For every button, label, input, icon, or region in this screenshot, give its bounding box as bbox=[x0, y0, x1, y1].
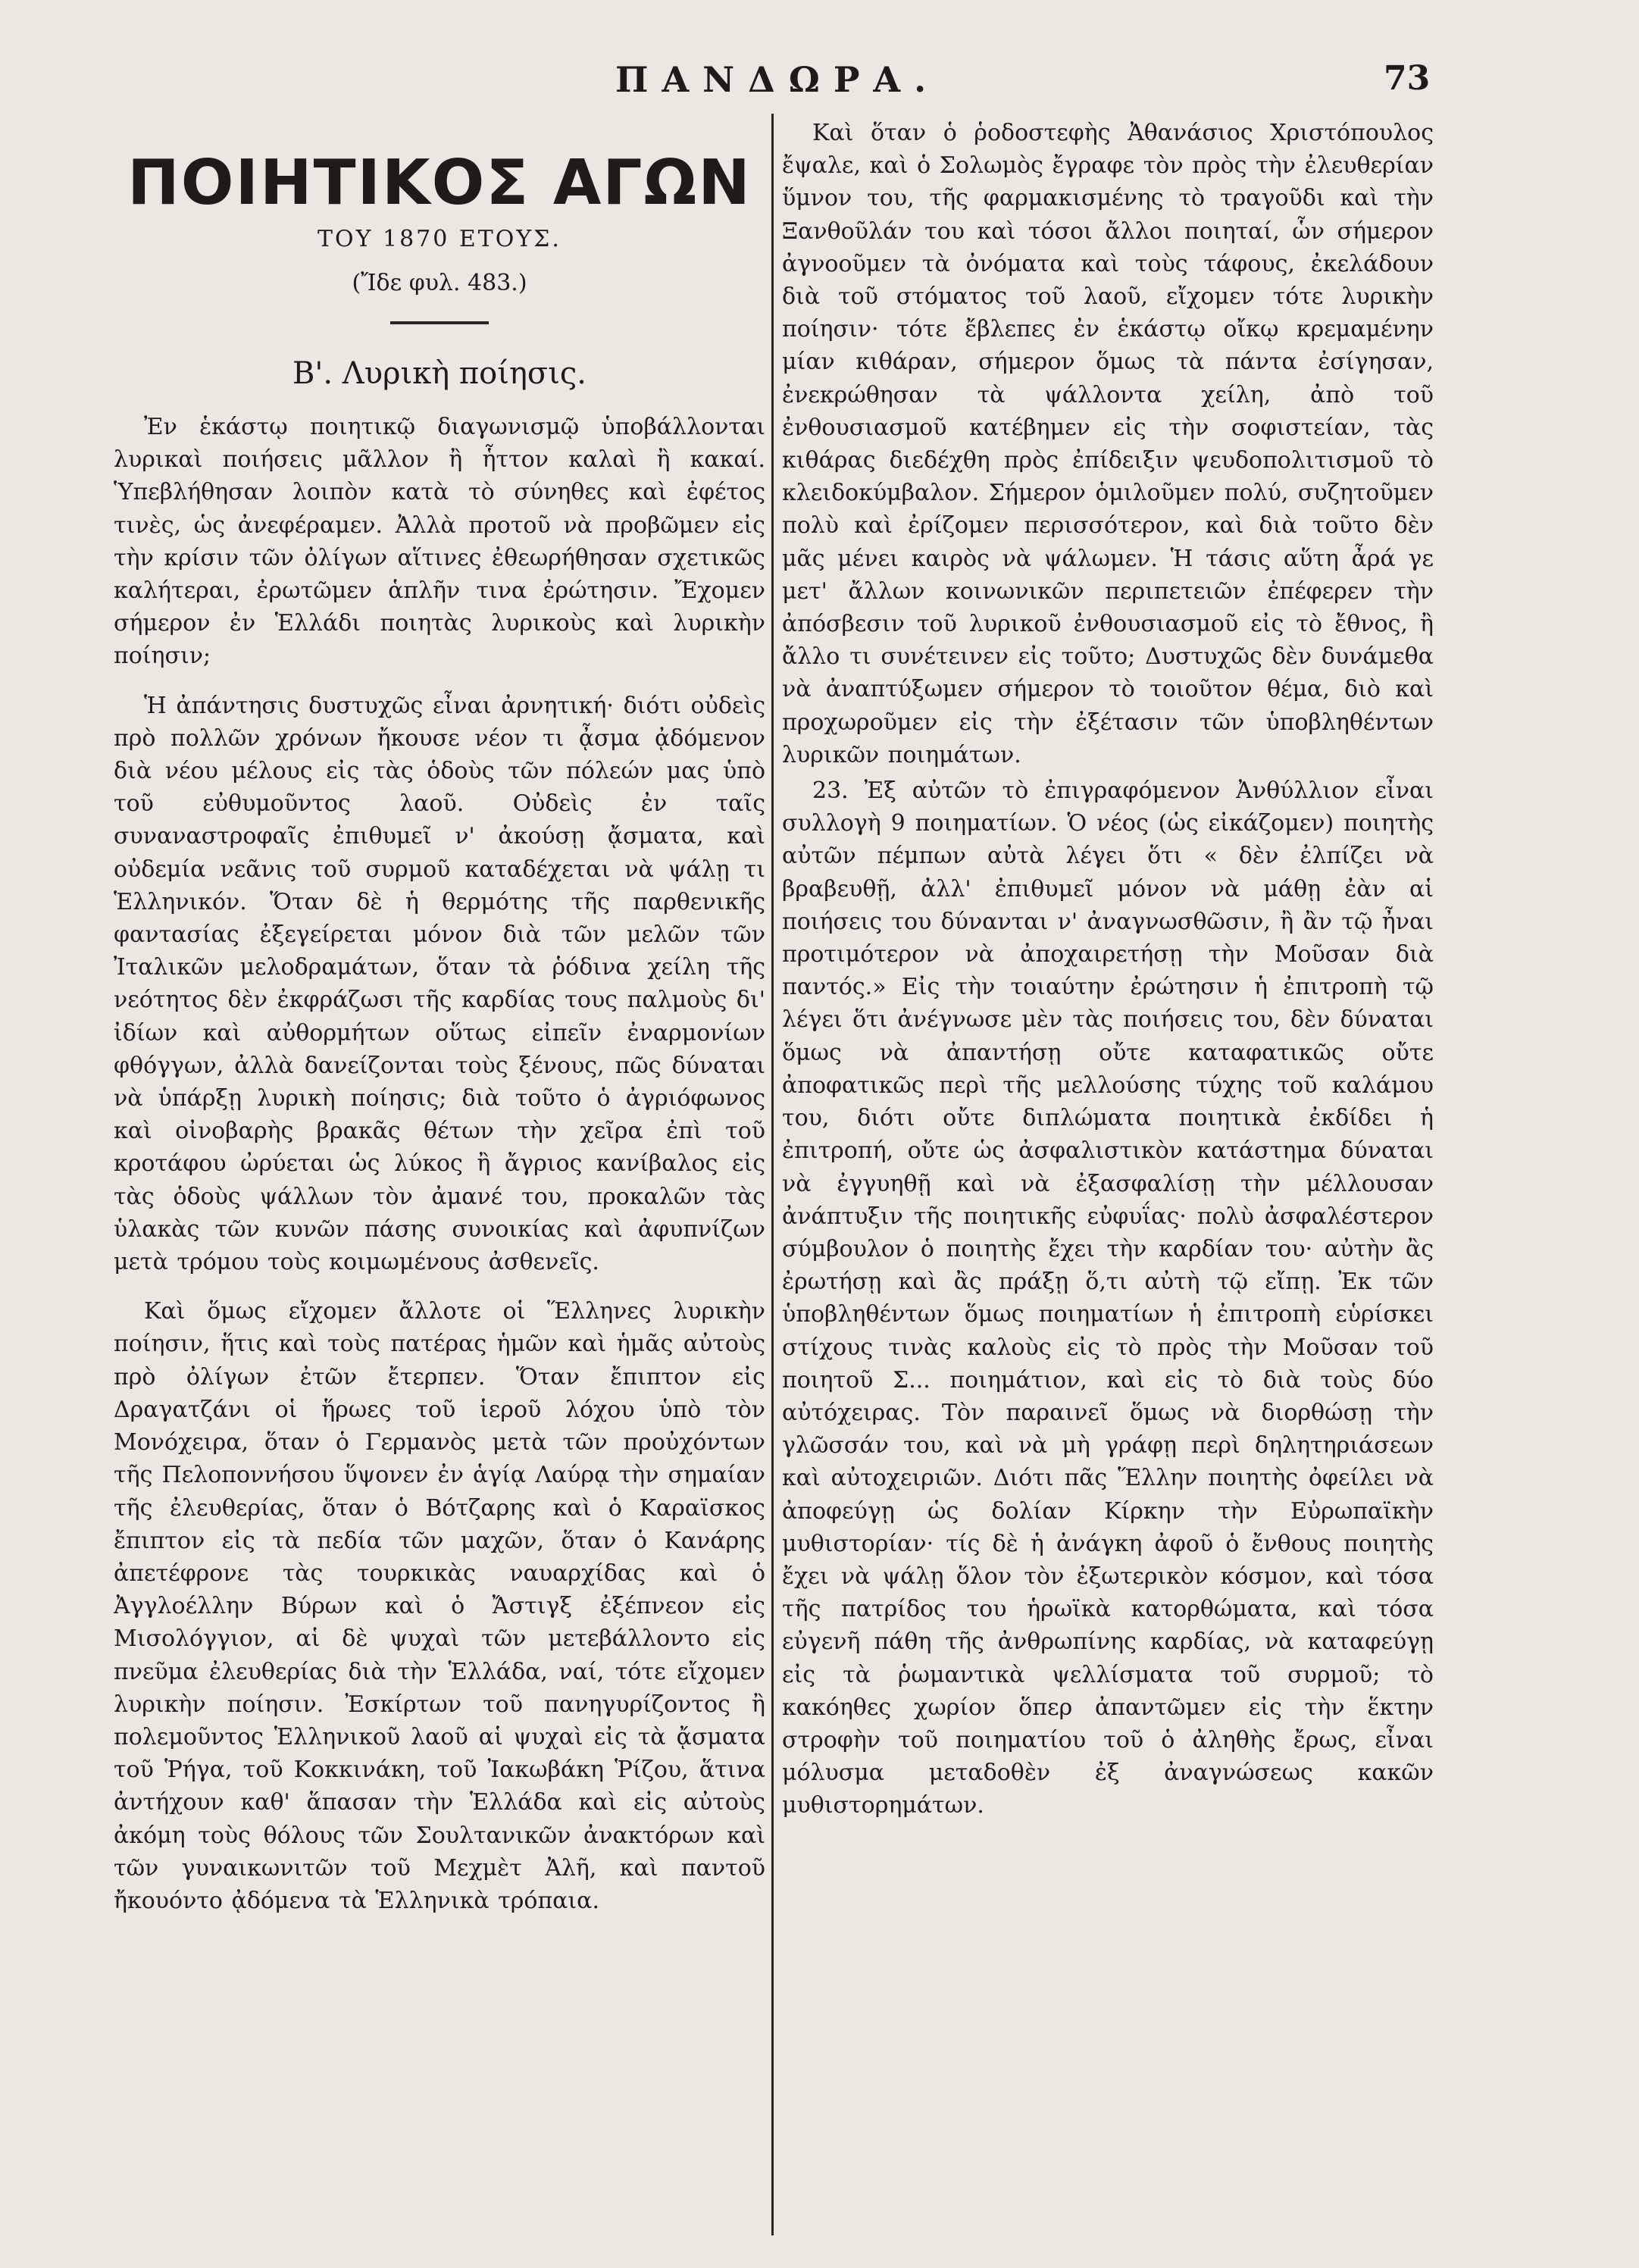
page-number: 73 bbox=[1384, 59, 1431, 98]
section-reference: (Ἴδε φυλ. 483.) bbox=[352, 270, 527, 296]
paragraph: Ἡ ἀπάντησις δυστυχῶς εἶναι ἀρνητική· διότι οὐδεὶς πρὸ πολλῶν χρόνων ἤκουσε νέον τι ᾆσμα ᾀδόμενον διὰ νέου μέλους εἰς τὰς ὁδοὺς τῶν πόλεών μας ὑπὸ τοῦ εὐθυμοῦντος λαοῦ. Οὐδεὶς ἐν ταῖς συναναστροφαῖς ἐπιθυμεῖ ν' ἀκούσῃ ᾄσματα, καὶ οὐδεμία νεᾶνις τοῦ συρμοῦ καταδέχεται νὰ ψάλῃ τι Ἑλληνικόν. Ὅταν δὲ ἡ θερμότης τῆς παρθενικῆς φαντασίας ἐξεγείρεται μόνον διὰ τῶν μελῶν τῶν Ἰταλικῶν μελοδραμάτων, ὅταν τὰ ῥόδινα χείλη τῆς νεότητος δὲν ἐκφράζωσι τῆς καρδίας τους παλμοὺς δι' ἰδίων καὶ αὐθορμήτων οὕτως εἰπεῖν ἐναρμονίων φθόγγων, ἀλλὰ δανείζονται τοὺς ξένους, πῶς δύναται νὰ ὑπάρξῃ λυρικὴ ποίησις; διὰ τοῦτο ὁ ἀγριόφωνος καὶ οἰνοβαρὴς βρακᾶς θέτων τὴν χεῖρα ἐπὶ τοῦ κροτάφου ὠρύεται ὡς λύκος ἢ ἄγριος κανίβαλος εἰς τὰς ὁδοὺς ψάλλων τὸν ἀμανέ του, προκαλῶν τὰς ὑλακὰς τῶν κυνῶν πάσης συνοικίας καὶ ἀφυπνίζων μετὰ τρόμου τοὺς κοιμωμένους ἀσθενεῖς. bbox=[114, 692, 765, 1276]
section-title: ΠΟΙΗΤΙΚΟΣ ΑΓΩΝ bbox=[127, 147, 752, 219]
journal-title: ΠΑΝΔΩΡΑ. bbox=[615, 59, 940, 100]
paragraph: Καὶ ὅμως εἴχομεν ἄλλοτε οἱ Ἕλληνες λυρικὴν ποίησιν, ἥτις καὶ τοὺς πατέρας ἡμῶν καὶ ἡμᾶς αὐτοὺς πρὸ ὀλίγων ἐτῶν ἔτερπεν. Ὅταν ἔπιπτον εἰς Δραγατζάνι οἱ ἥρωες τοῦ ἱεροῦ λόχου ὑπὸ τὸν Μονόχειρα, ὅταν ὁ Γερμανὸς μετὰ τῶν προὐχόντων τῆς Πελοποννήσου ὕψονεν ἐν ἁγίᾳ Λαύρᾳ τὴν σημαίαν τῆς ἐλευθερίας, ὅταν ὁ Βότζαρης καὶ ὁ Καραϊσκος ἔπιπτον εἰς τὰ πεδία τῶν μαχῶν, ὅταν ὁ Κανάρης ἀπετέφρονε τὰς τουρκικὰς ναυαρχίδας καὶ ὁ Ἀγγλοέλλην Βύρων καὶ ὁ Ἄστιγξ ἐξέπνεον εἰς Μισολόγγιον, αἱ δὲ ψυχαὶ τῶν μετεβάλλοντο εἰς πνεῦμα ἐλευθερίας διὰ τὴν Ἑλλάδα, ναί, τότε εἴχομεν λυρικὴν ποίησιν. Ἐσκίρτων τοῦ πανηγυρίζοντος ἢ πολεμοῦντος Ἑλληνικοῦ λαοῦ αἱ ψυχαὶ εἰς τὰ ᾄσματα τοῦ Ῥήγα, τοῦ Κοκκινάκη, τοῦ Ἰακωβάκη Ῥίζου, ἅτινα ἀντήχουν καθ' ἅπασαν τὴν Ἑλλάδα καὶ εἰς αὐτοὺς ἀκόμη τοὺς θόλους τῶν Σουλτανικῶν ἀνακτόρων καὶ τῶν γυναικωνιτῶν τοῦ Μεχμὲτ Ἀλῆ, καὶ παντοῦ ἤκουόντο ᾀδόμενα τὰ Ἑλληνικὰ τρόπαια. bbox=[114, 1298, 765, 1914]
section-year: ΤΟΥ 1870 ΕΤΟΥΣ. bbox=[317, 226, 561, 252]
right-column bbox=[782, 114, 1434, 1822]
column-divider bbox=[771, 114, 774, 2235]
left-column bbox=[114, 149, 765, 1917]
title-divider bbox=[390, 321, 489, 324]
subsection-title: Β'. Λυρικὴ ποίησις. bbox=[292, 356, 587, 391]
running-head bbox=[0, 59, 1639, 105]
paragraph: Ἐν ἑκάστῳ ποιητικῷ διαγωνισμῷ ὑποβάλλονται λυρικαὶ ποιήσεις μᾶλλον ἢ ἧττον καλαὶ ἢ κακαί. Ὑπεβλήθησαν λοιπὸν κατὰ τὸ σύνηθες καὶ ἐφέτος τινὲς, ὡς ἀνεφέραμεν. Ἀλλὰ προτοῦ νὰ προβῶμεν εἰς τὴν κρίσιν τῶν ὀλίγων αἵτινες ἐθεωρήθησαν σχετικῶς καλήτεραι, ἐρωτῶμεν ἁπλῆν τινα ἐρώτησιν. Ἔχομεν σήμερον ἐν Ἑλλάδι ποιητὰς λυρικοὺς καὶ λυρικὴν ποίησιν; bbox=[114, 414, 765, 670]
paragraph: Καὶ ὅταν ὁ ῥοδοστεφὴς Ἀθανάσιος Χριστόπουλος ἔψαλε, καὶ ὁ Σολωμὸς ἔγραφε τὸν πρὸς τὴν ἐλευθερίαν ὕμνον του, τῆς φαρμακισμένης τὸ τραγοῦδι καὶ τὴν Ξανθοῦλάν του καὶ τόσοι ἄλλοι ποιηταί, ὧν σήμερον ἀγνοοῦμεν τὰ ὀνόματα καὶ τοὺς τάφους, ἐκελάδουν διὰ τοῦ στόματος τοῦ λαοῦ, εἴχομεν τότε λυρικὴν ποίησιν· τότε ἔβλεπες ἐν ἑκάστῳ οἴκῳ κρεμαμένην μίαν κιθάραν, σήμερον ὅμως τὰ πάντα ἐσίγησαν, ἐνεκρώθησαν τὰ ψάλλοντα χείλη, ἀπὸ τοῦ ἐνθουσιασμοῦ κατέβημεν εἰς τὴν σοφιστείαν, τὰς κιθάρας διεδέχθη πρὸς ἐπίδειξιν ψευδοπολιτισμοῦ τὸ κλειδοκύμβαλον. Σήμερον ὁμιλοῦμεν πολύ, συζητοῦμεν πολὺ καὶ ἐρίζομεν περισσότερον, καὶ διὰ τοῦτο δὲν μᾶς μένει καιρὸς νὰ ψάλωμεν. Ἡ τάσις αὕτη ἆρά γε μετ' ἄλλων κοινωνικῶν περιπετειῶν ἐπέφερεν τὴν ἀπόσβεσιν τοῦ λυρικοῦ ἐνθουσιασμοῦ εἰς τὸ ἔθνος, ἢ ἄλλο τι συνέτεινεν εἰς τοῦτο; Δυστυχῶς δὲν δυνάμεθα νὰ ἀναπτύξωμεν σήμερον τὸ τοιοῦτον θέμα, διὸ καὶ προχωροῦμεν εἰς τὴν ἐξέτασιν τῶν ὑποβληθέντων λυρικῶν ποιημάτων. bbox=[782, 120, 1434, 768]
paragraph: 23. Ἐξ αὐτῶν τὸ ἐπιγραφόμενον Ἀνθύλλιον εἶναι συλλογὴ 9 ποιηματίων. Ὁ νέος (ὡς εἰκάζομεν) ποιητὴς αὐτῶν πέμπων αὐτὰ λέγει ὅτι « δὲν ἐλπίζει νὰ βραβευθῇ, ἀλλ' ἐπιθυμεῖ μόνον νὰ μάθῃ ἐὰν αἱ ποιήσεις του δύνανται ν' ἀναγνωσθῶσιν, ἢ ἂν τῷ ἦναι προτιμότερον νὰ ἀποχαιρετήσῃ τὴν Μοῦσαν διὰ παντός.» Εἰς τὴν τοιαύτην ἐρώτησιν ἡ ἐπιτροπὴ τῷ λέγει ὅτι ἀνέγνωσε μὲν τὰς ποιήσεις του, δὲν δύναται ὅμως νὰ ἀπαντήσῃ οὔτε καταφατικῶς οὔτε ἀποφατικῶς περὶ τῆς μελλούσης τύχης τοῦ καλάμου του, διότι οὔτε διπλώματα ποιητικὰ ἐκδίδει ἡ ἐπιτροπή, οὔτε ὡς ἀσφαλιστικὸν κατάστημα δύναται νὰ ἐγγυηθῇ καὶ νὰ ἐξασφαλίσῃ τὴν μέλλουσαν ἀνάπτυξιν τῆς ποιητικῆς εὐφυΐας· πολὺ ἀσφαλέστερον σύμβουλον ὁ ποιητὴς ἔχει τὴν καρδίαν του· αὐτὴν ἂς ἐρωτήσῃ καὶ ἂς πράξῃ ὅ,τι αὐτὴ τῷ εἴπῃ. Ἐκ τῶν ὑποβληθέντων ὅμως ποιηματίων ἡ ἐπιτροπὴ εὑρίσκει στίχους τινὰς καλοὺς εἰς τὸ πρὸς τὴν Μοῦσαν τοῦ ποιητοῦ Σ... ποιημάτιον, καὶ εἰς τὸ διὰ τοὺς δύο αὐτόχειρας. Τὸν παραινεῖ ὅμως νὰ διορθώσῃ τὴν γλῶσσάν του, καὶ νὰ μὴ γράφῃ περὶ δηλητηριάσεων καὶ αὐτοχειριῶν. Διότι πᾶς Ἕλλην ποιητὴς ὀφείλει νὰ ἀποφεύγῃ ὡς δολίαν Κίρκην τὴν Εὐρωπαϊκὴν μυθιστορίαν· τίς δὲ ἡ ἀνάγκη ἀφοῦ ὁ ἔνθους ποιητὴς ἔχει νὰ ψάλῃ ὅλον τὸν ἐξωτερικὸν κόσμον, καὶ τόσα τῆς πατρίδος του ἡρωϊκὰ κατορθώματα, καὶ τόσα εὐγενῆ πάθη τῆς ἀνθρωπίνης καρδίας, νὰ καταφεύγῃ εἰς τὰ ῥωμαντικὰ ψελλίσματα τοῦ συρμοῦ; τὸ κακόηθες χωρίον ὅπερ ἀπαντῶμεν εἰς τὴν ἕκτην στροφὴν τοῦ ποιηματίου τοῦ ὁ ἀληθὴς ἔρως, εἶναι μόλυσμα μεταδοθὲν ἐξ ἀναγνώσεως κακῶν μυθιστορημάτων. bbox=[782, 777, 1434, 1819]
